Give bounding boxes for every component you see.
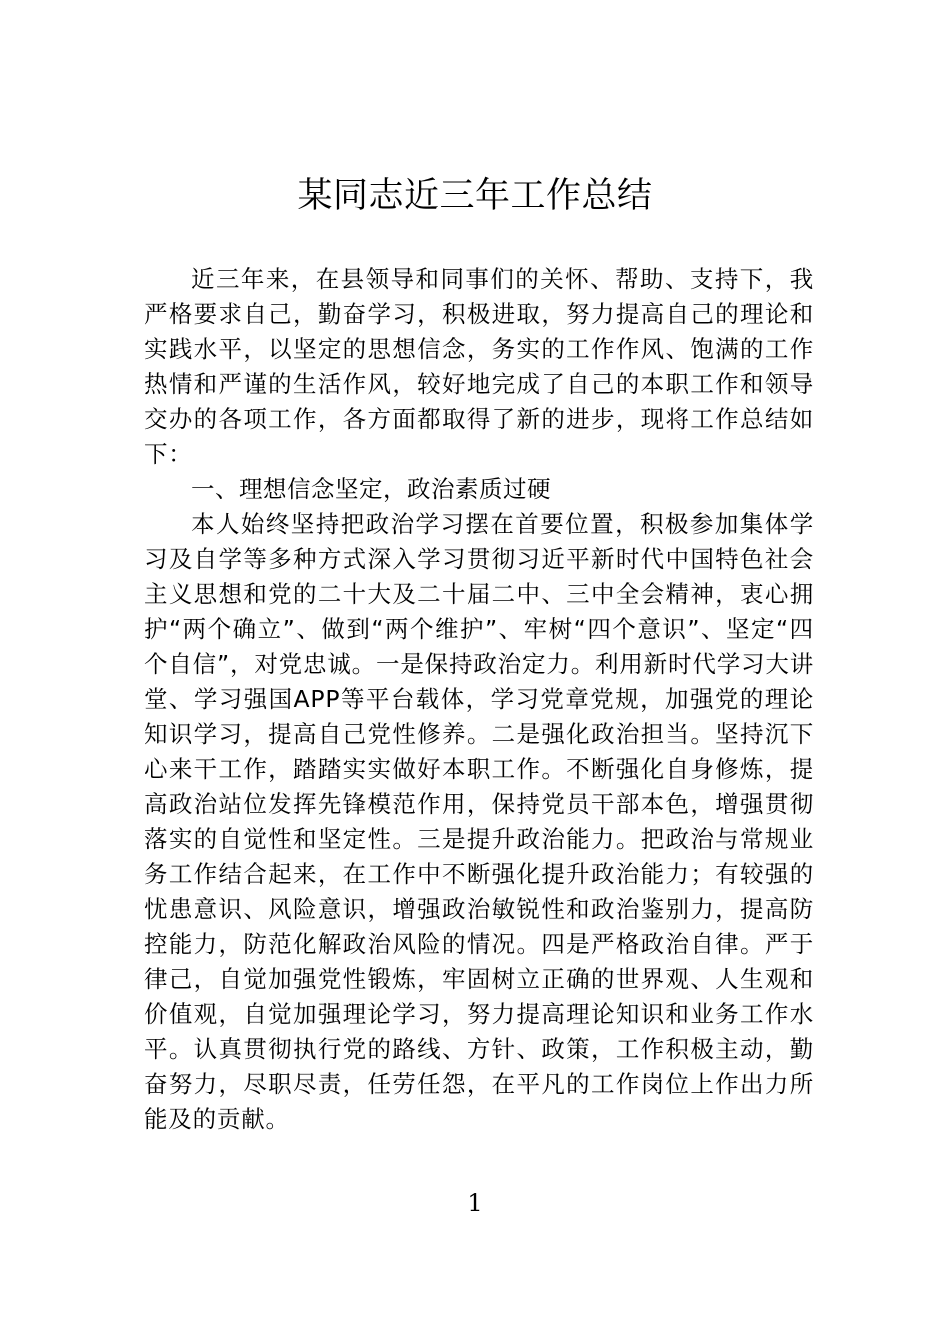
document-title: 某同志近三年工作总结: [297, 176, 653, 216]
section-paragraph: 本人始终坚持把政治学习摆在首要位置，积极参加集体学习及自学等多种方式深入学习贯彻习近平新时代中国特色社会主义思想和党的二十大及二十届二中、三中全会精神，衷心拥护“两个确立”、做到“两个维护”、牢树“四个意识”、坚定“四个自信”，对党忠诚。一是保持政治定力。利用新时代学习大讲堂、学习强国APP等平台载体，学习党章党规，加强党的理论知识学习，提高自己党性修养。二是强化政治担当。坚持沉下心来干工作，踏踏实实做好本职工作。不断强化自身修炼，提高政治站位发挥先锋模范作用，保持党员干部本色，增强贯彻落实的自觉性和坚定性。三是提升政治能力。把政治与常规业务工作结合起来，在工作中不断强化提升政治能力；有较强的忧患意识、风险意识，增强政治敏锐性和政治鉴别力，提高防控能力，防范化解政治风险的情况。四是严格政治自律。严于律己，自觉加强党性锻炼，牢固树立正确的世界观、人生观和价值观，自觉加强理论学习，努力提高理论知识和业务工作水平。认真贯彻执行党的路线、方针、政策，工作积极主动，勤奋努力，尽职尽责，任劳任怨，在平凡的工作岗位上作出力所能及的贡献。: [144, 510, 814, 1133]
page-number: 1: [467, 1189, 483, 1217]
document-body: [144, 262, 814, 1137]
section-heading: 一、理想信念坚定，政治素质过硬: [191, 475, 551, 503]
intro-paragraph: 近三年来，在县领导和同事们的关怀、帮助、支持下，我严格要求自己，勤奋学习，积极进取，努力提高自己的理论和实践水平，以坚定的思想信念，务实的工作作风、饱满的工作热情和严谨的生活作风，较好地完成了自己的本职工作和领导交办的各项工作，各方面都取得了新的进步，现将工作总结如下：: [144, 265, 814, 468]
